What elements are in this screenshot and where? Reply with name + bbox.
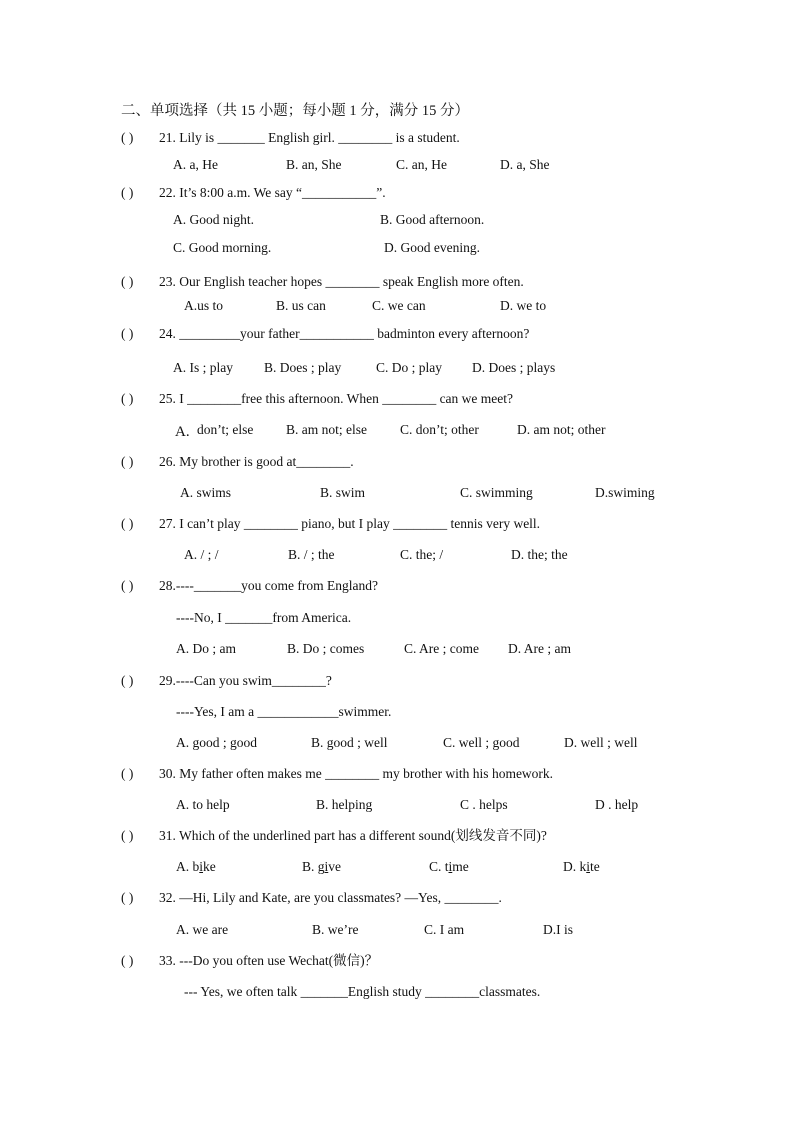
question-33-line2: --- Yes, we often talk _______English study ________classmates. bbox=[184, 984, 541, 999]
question-23-stem: 23. Our English teacher hopes ________ speak English more often. bbox=[159, 274, 524, 289]
q25-option-a-letter: A. bbox=[175, 424, 190, 440]
answer-paren: ( ) bbox=[121, 391, 134, 406]
q21-option-a: A. a, He bbox=[173, 157, 218, 172]
q31-c-post: me bbox=[452, 859, 469, 874]
question-30-stem: 30. My father often makes me ________ my brother with his homework. bbox=[159, 766, 554, 781]
q25-option-b: B. am not; else bbox=[286, 422, 367, 437]
answer-paren: ( ) bbox=[121, 578, 134, 593]
q25-option-a: don’t; else bbox=[197, 422, 254, 437]
q31-c-pre: C. t bbox=[429, 859, 449, 874]
question-32-stem: 32. —Hi, Lily and Kate, are you classmates? —Yes, ________. bbox=[159, 890, 502, 905]
q28-option-c: C. Are ; come bbox=[404, 641, 479, 656]
q31-a-pre: A. b bbox=[176, 859, 200, 874]
q24-option-c: C. Do ; play bbox=[376, 360, 442, 375]
question-28-stem: 28.----_______you come from England? bbox=[159, 578, 378, 593]
question-25-stem: 25. I ________free this afternoon. When ________ can we meet? bbox=[159, 391, 514, 406]
q23-option-a: A.us to bbox=[184, 298, 224, 313]
answer-paren: ( ) bbox=[121, 454, 134, 469]
q31-d-post: te bbox=[590, 859, 600, 874]
q28-option-a: A. Do ; am bbox=[176, 641, 236, 656]
answer-paren: ( ) bbox=[121, 953, 134, 968]
q32-option-b: B. we’re bbox=[312, 922, 359, 937]
question-33-stem: 33. ---Do you often use Wechat(微信)？ bbox=[159, 953, 379, 968]
question-31-stem: 31. Which of the underlined part has a different sound(划线发音不同)? bbox=[159, 828, 547, 843]
q22-option-d: D. Good evening. bbox=[384, 240, 480, 255]
q29-option-d: D. well ; well bbox=[564, 735, 638, 750]
q31-option-b bbox=[302, 860, 341, 874]
q27-option-d: D. the; the bbox=[511, 547, 568, 562]
q23-option-d: D. we to bbox=[500, 298, 547, 313]
q27-option-b: B. / ; the bbox=[288, 547, 335, 562]
question-26-stem: 26. My brother is good at________. bbox=[159, 454, 354, 469]
q28-option-b: B. Do ; comes bbox=[287, 641, 365, 656]
q29-option-b: B. good ; well bbox=[311, 735, 388, 750]
q26-option-c: C. swimming bbox=[460, 485, 533, 500]
q27-option-c: C. the; / bbox=[400, 547, 444, 562]
q23-option-c: C. we can bbox=[372, 298, 426, 313]
q21-option-d: D. a, She bbox=[500, 157, 550, 172]
q32-option-a: A. we are bbox=[176, 922, 229, 937]
q26-option-b: B. swim bbox=[320, 485, 366, 500]
q30-option-c: C . helps bbox=[460, 797, 508, 812]
q31-d-pre: D. k bbox=[563, 859, 587, 874]
q21-option-c: C. an, He bbox=[396, 157, 447, 172]
q32-option-c: C. I am bbox=[424, 922, 465, 937]
q24-option-d: D. Does ; plays bbox=[472, 360, 556, 375]
q24-option-a: A. Is ; play bbox=[173, 360, 233, 375]
q31-a-underlined: i bbox=[199, 859, 204, 874]
q29-option-a: A. good ; good bbox=[176, 735, 257, 750]
q31-option-d bbox=[563, 860, 600, 874]
answer-paren: ( ) bbox=[121, 890, 134, 905]
q27-option-a: A. / ; / bbox=[184, 547, 219, 562]
q31-c-underlined: i bbox=[448, 859, 453, 874]
q25-option-c: C. don’t; other bbox=[400, 422, 479, 437]
q23-option-b: B. us can bbox=[276, 298, 326, 313]
q31-b-underlined: i bbox=[324, 859, 329, 874]
q22-option-b: B. Good afternoon. bbox=[380, 212, 485, 227]
q28-option-d: D. Are ; am bbox=[508, 641, 571, 656]
q32-option-d: D.I is bbox=[543, 922, 573, 937]
q31-option-a bbox=[176, 860, 216, 874]
answer-paren: ( ) bbox=[121, 673, 134, 688]
answer-paren: ( ) bbox=[121, 274, 134, 289]
q30-option-b: B. helping bbox=[316, 797, 373, 812]
question-24-stem: 24. _________your father___________ badminton every afternoon? bbox=[159, 326, 530, 341]
q26-option-d: D.swiming bbox=[595, 485, 655, 500]
q30-option-d: D . help bbox=[595, 797, 639, 812]
q31-a-post: ke bbox=[203, 859, 216, 874]
q29-option-c: C. well ; good bbox=[443, 735, 520, 750]
answer-paren: ( ) bbox=[121, 828, 134, 843]
question-29-line2: ----Yes, I am a ____________swimmer. bbox=[176, 704, 392, 719]
question-22-stem: 22. It’s 8:00 a.m. We say “___________”. bbox=[159, 185, 386, 200]
question-27-stem: 27. I can’t play ________ piano, but I play ________ tennis very well. bbox=[159, 516, 541, 531]
question-28-line2: ----No, I _______from America. bbox=[176, 610, 352, 625]
q31-d-underlined: i bbox=[586, 859, 591, 874]
answer-paren: ( ) bbox=[121, 326, 134, 341]
answer-paren: ( ) bbox=[121, 185, 134, 200]
q22-option-a: A. Good night. bbox=[173, 212, 254, 227]
q24-option-b: B. Does ; play bbox=[264, 360, 342, 375]
answer-paren: ( ) bbox=[121, 516, 134, 531]
question-29-stem: 29.----Can you swim________? bbox=[159, 673, 332, 688]
q31-option-c bbox=[429, 860, 469, 874]
q22-option-c: C. Good morning. bbox=[173, 240, 272, 255]
q30-option-a: A. to help bbox=[176, 797, 230, 812]
question-21-stem: 21. Lily is _______ English girl. ________ is a student. bbox=[159, 130, 460, 145]
q25-option-d: D. am not; other bbox=[517, 422, 606, 437]
answer-paren: ( ) bbox=[121, 130, 134, 145]
q21-option-b: B. an, She bbox=[286, 157, 342, 172]
section-title: 二、单项选择（共 15 小题；每小题 1 分，满分 15 分） bbox=[121, 103, 469, 119]
q31-b-pre: B. g bbox=[302, 859, 325, 874]
answer-paren: ( ) bbox=[121, 766, 134, 781]
q26-option-a: A. swims bbox=[180, 485, 232, 500]
q31-b-post: ve bbox=[328, 859, 342, 874]
